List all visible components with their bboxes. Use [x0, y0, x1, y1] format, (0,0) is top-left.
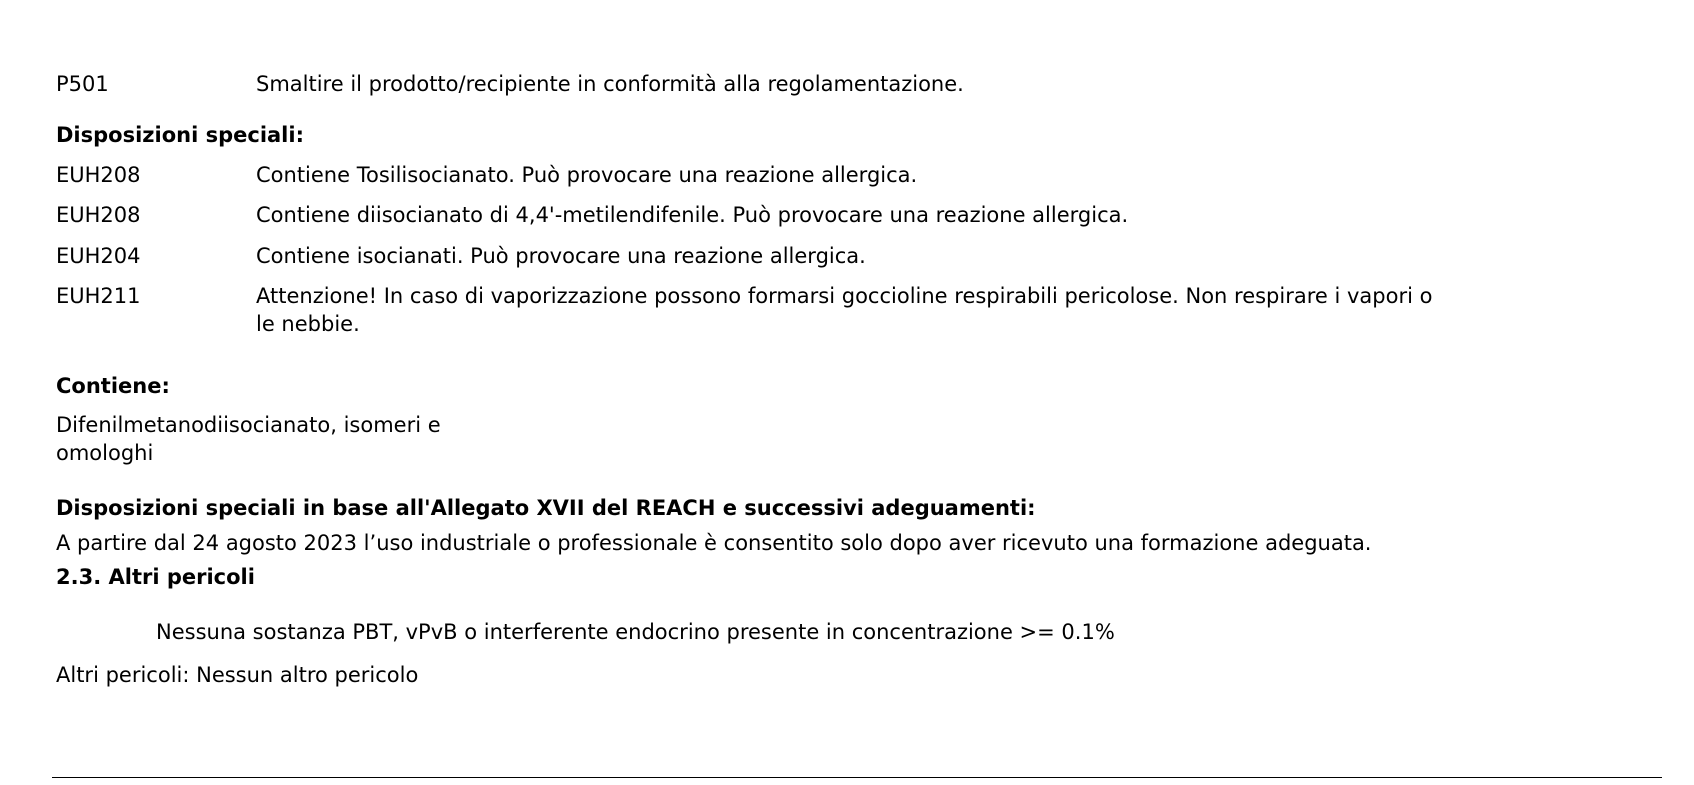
euh-text: Contiene diisocianato di 4,4'-metilendifenile. Può provocare una reazione allergica.: [256, 203, 1129, 227]
special-provisions-heading: Disposizioni speciali:: [56, 123, 304, 147]
contains-heading: Contiene:: [56, 374, 170, 398]
euh-code: EUH211: [56, 284, 141, 308]
euh-code: EUH208: [56, 203, 141, 227]
pbt-text: Nessuna sostanza PBT, vPvB o interferente endocrino presente in concentrazione >= 0.1%: [156, 620, 1115, 644]
euh-text: Contiene Tosilisocianato. Può provocare una reazione allergica.: [256, 163, 918, 187]
section-title: 2.3. Altri pericoli: [56, 565, 255, 589]
p501-code: P501: [56, 72, 109, 96]
reach-heading: Disposizioni speciali in base all'Allegato XVII del REACH e successivi adeguamenti:: [56, 496, 1036, 520]
p501-text: Smaltire il prodotto/recipiente in conformità alla regolamentazione.: [256, 72, 964, 96]
page-footer-divider: [52, 777, 1662, 778]
euh-code: EUH208: [56, 163, 141, 187]
euh-code: EUH204: [56, 244, 141, 268]
other-hazards-text: Altri pericoli: Nessun altro pericolo: [56, 663, 419, 687]
euh-text: Contiene isocianati. Può provocare una reazione allergica.: [256, 244, 866, 268]
reach-text: A partire dal 24 agosto 2023 l’uso industriale o professionale è consentito solo dopo aver ricevuto una formazione adeguata.: [56, 531, 1372, 555]
euh-text: Attenzione! In caso di vaporizzazione possono formarsi goccioline respirabili pericolose. Non respirare i vapori o le nebbie.: [256, 284, 1433, 336]
contains-text: Difenilmetanodiisocianato, isomeri e omologhi: [56, 413, 441, 465]
